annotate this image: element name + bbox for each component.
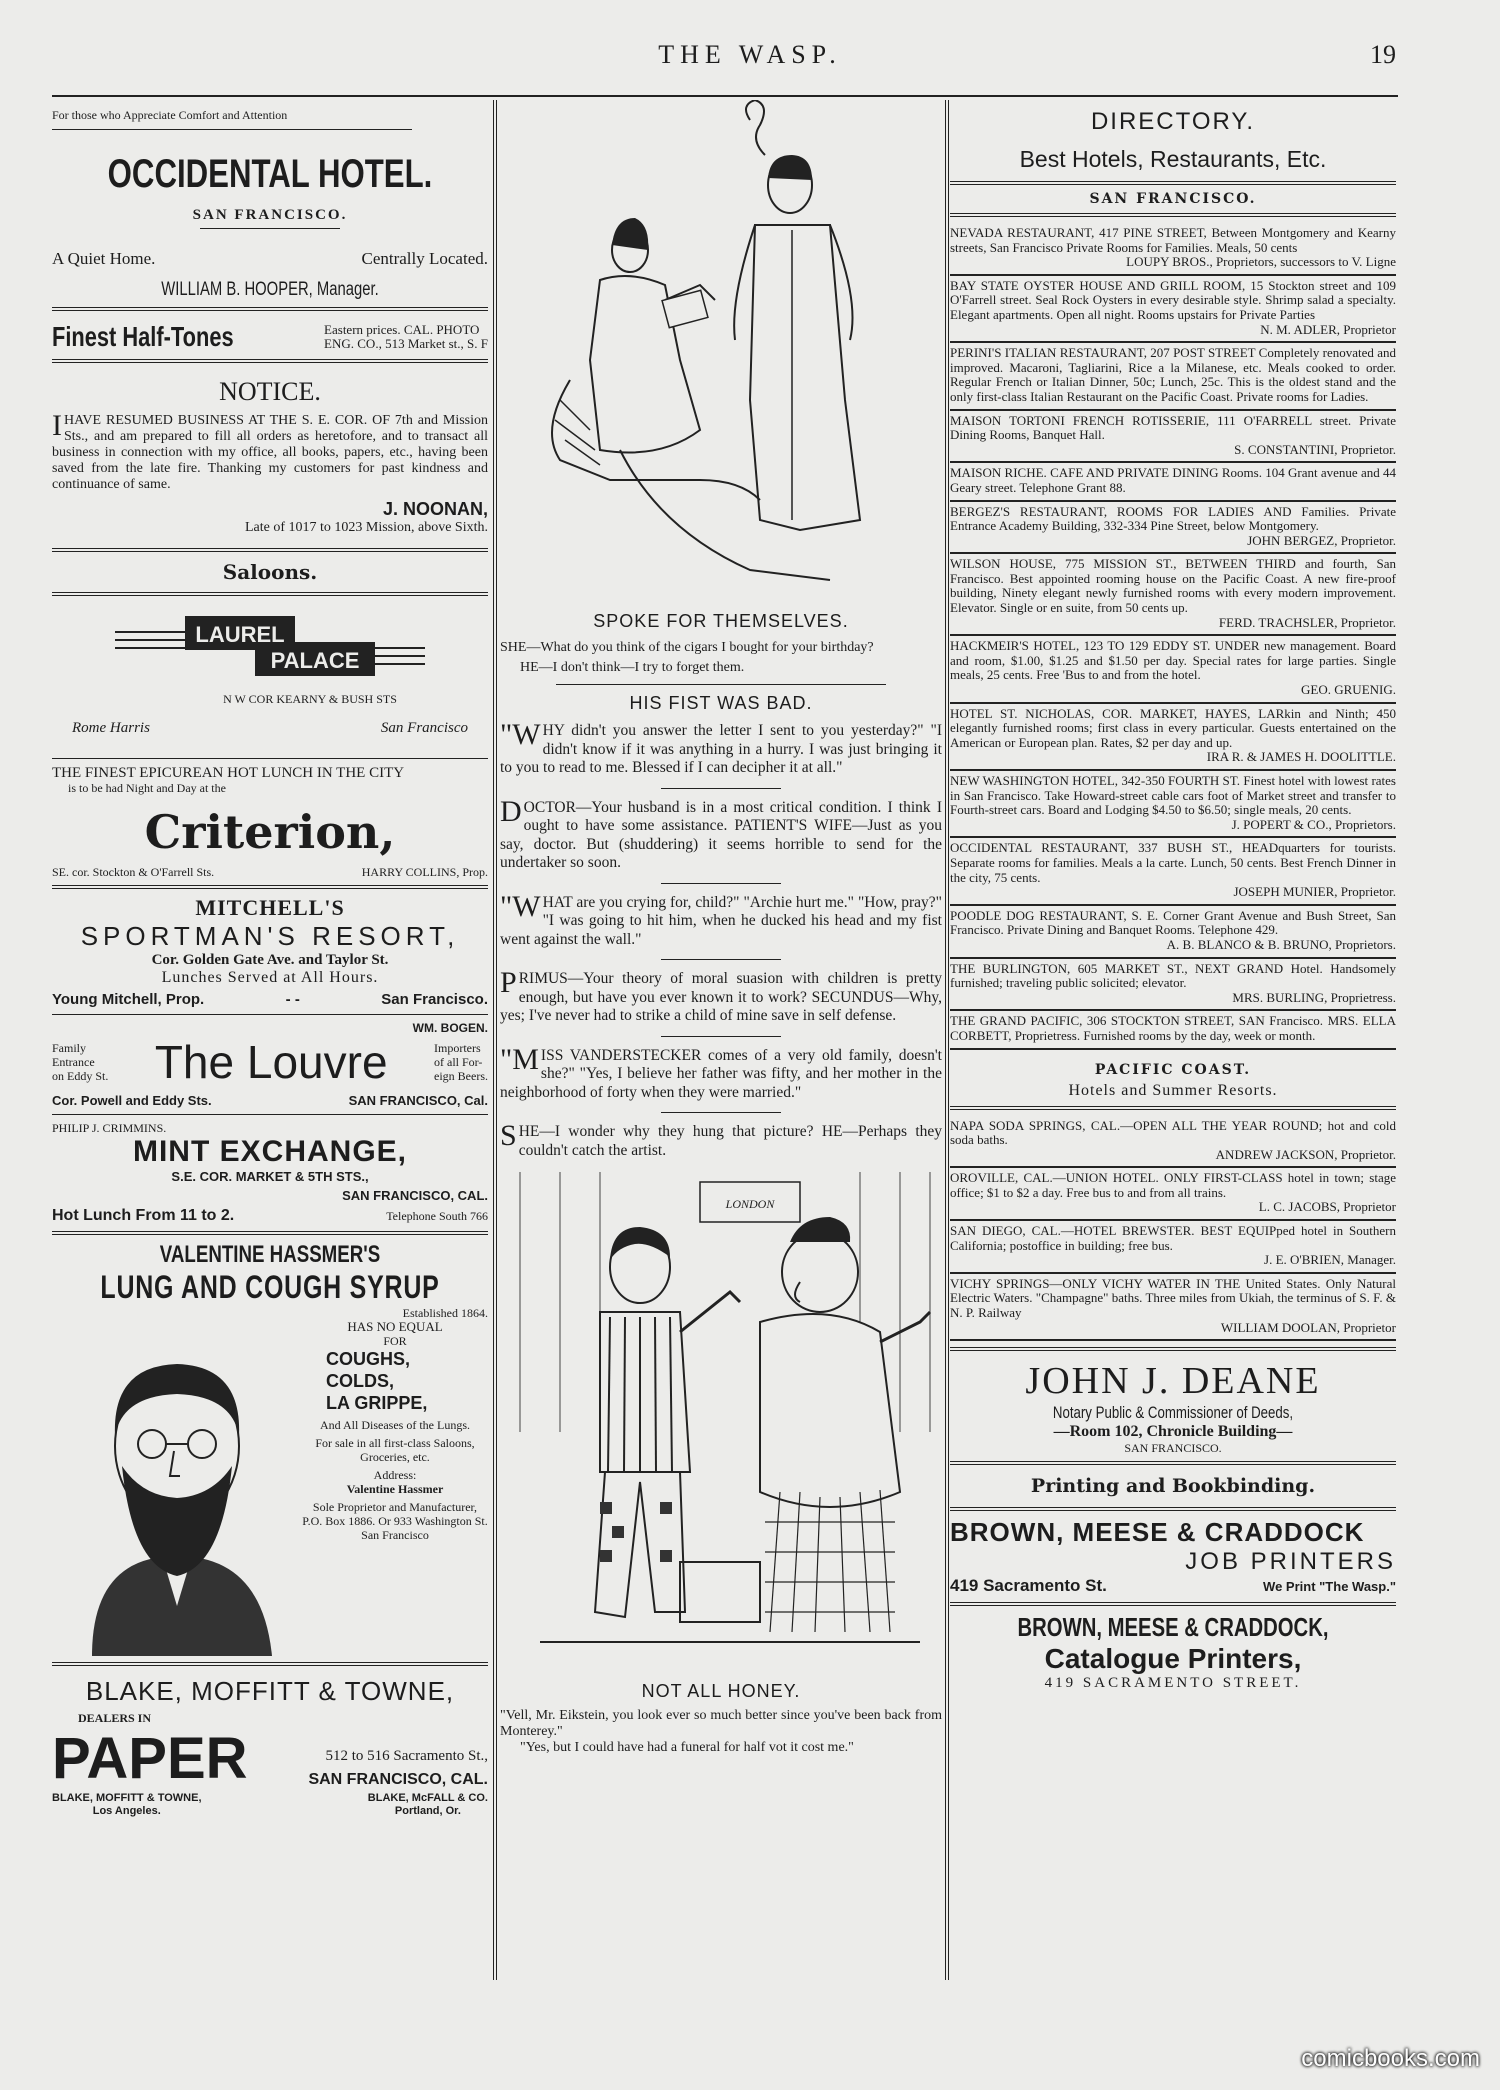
entry-text: VICHY SPRINGS—ONLY VICHY WATER IN THE United States. Only Natural Electric Waters. "Champagne" baths. Three miles from Ukiah, the terminus of S. F. & N. P. Railway bbox=[950, 1275, 1396, 1321]
notice-heading: NOTICE. bbox=[219, 377, 321, 406]
bmc-catalogue-ad bbox=[950, 1612, 1396, 1692]
laurel-signature: Rome Harris bbox=[72, 720, 150, 736]
entry-text: HACKMEIR'S HOTEL, 123 TO 129 EDDY ST. UNDER new management. Board and room, $1.00, $1.25 and $1.50 per day. Special rates for large parties. Single meals, 25 cents. Free 'Bus to and from the hotel. bbox=[950, 638, 1396, 683]
svg-text:LAUREL: LAUREL bbox=[195, 622, 285, 647]
hassmer-established: Established 1864. bbox=[402, 1306, 488, 1320]
blake-paper: PAPER bbox=[52, 1726, 248, 1791]
louvre-right2: of all For- bbox=[434, 1055, 483, 1069]
entry-proprietor: GEO. GRUENIG. bbox=[1301, 682, 1396, 698]
hassmer-proprietor: Sole Proprietor and Manufacturer, P.O. Box 1886. Or 933 Washington St. San Francisco bbox=[302, 1500, 488, 1542]
joke-vanderstecker: "MISS VANDERSTECKER comes of a very old family, doesn't she?" "Yes, I believe her father was fifty, and her mother in the neighborhood of forty when they were married." bbox=[500, 1042, 942, 1101]
entry-text: THE BURLINGTON, 605 MARKET ST., NEXT GRAND Hotel. Handsomely furnished; traveling public solicited; elevator. bbox=[950, 960, 1396, 991]
entry-proprietor: N. M. ADLER, Proprietor bbox=[1260, 321, 1396, 337]
directory-entry bbox=[950, 463, 1396, 501]
hassmer-colds: COLDS, bbox=[326, 1371, 395, 1391]
entry-text: MAISON RICHE. CAFE AND PRIVATE DINING Rooms. 104 Grant avenue and 44 Geary street. Telephone Grant 88. bbox=[950, 465, 1396, 495]
printing-heading: Printing and Bookbinding. bbox=[1030, 1475, 1316, 1498]
deane-ad bbox=[950, 1359, 1396, 1455]
cartoon1-caption: SPOKE FOR THEMSELVES. bbox=[593, 611, 849, 631]
directory-subtitle: Best Hotels, Restaurants, Etc. bbox=[1019, 146, 1327, 172]
joke-doctor: DOCTOR—Your husband is in a most critical condition. I think I ought to have some assistance. PATIENT'S WIFE—Just as you say, doctor. But (shuddering) it seems horrible to send for the undertaker so soon. bbox=[500, 794, 942, 871]
mitchell-lunches: Lunches Served at All Hours. bbox=[161, 969, 379, 986]
entry-proprietor: FERD. TRACHSLER, Proprietor. bbox=[1218, 614, 1396, 630]
blake-address: 512 to 516 Sacramento St., bbox=[325, 1748, 488, 1764]
mint-lunch: Hot Lunch From 11 to 2. bbox=[52, 1207, 235, 1224]
mitchell-name: MITCHELL'S bbox=[195, 895, 345, 920]
joke-letter: "WHY didn't you answer the letter I sent to you yesterday?" "I didn't know if it was anything in a hurry. I was just bringing it to you to read to me. Blessed if I can decipher it at all." bbox=[500, 718, 942, 776]
left-column bbox=[52, 100, 488, 1818]
criterion-lead2: is to be had Night and Day at the bbox=[68, 781, 226, 795]
directory-entry bbox=[950, 411, 1396, 464]
directory-entry bbox=[950, 223, 1396, 276]
hassmer-line2: LUNG AND COUGH SYRUP bbox=[100, 1269, 440, 1305]
entry-text: SAN DIEGO, CAL.—HOTEL BREWSTER. BEST EQUIPped hotel in Southern California; postoffice in building; free bus. bbox=[950, 1223, 1396, 1253]
hassmer-sale: For sale in all first-class Saloons, Groceries, etc. bbox=[315, 1436, 475, 1464]
entry-proprietor: WILLIAM DOOLAN, Proprietor bbox=[1220, 1319, 1396, 1335]
halftone-line2: ENG. CO., 513 Market st., S. F bbox=[324, 336, 488, 351]
entry-proprietor: MRS. BURLING, Proprietress. bbox=[1232, 989, 1396, 1005]
laurel-palace-logo bbox=[105, 602, 435, 692]
sf-directory-list bbox=[950, 223, 1396, 1050]
mint-owner: PHILIP J. CRIMMINS. bbox=[52, 1121, 167, 1135]
deane-title: Notary Public & Commissioner of Deeds, bbox=[1052, 1403, 1294, 1423]
entry-text: MAISON TORTONI FRENCH ROTISSERIE, 111 O'FARRELL street. Private Dining Rooms, Banquet Hall. bbox=[950, 412, 1396, 443]
entry-text: HOTEL ST. NICHOLAS, COR. MARKET, HAYES, LARkin and Ninth; 450 elegantly furnished rooms; first class in every particular. Guests entertained on the American or European plan. Rates, $2 per day and up. bbox=[950, 705, 1396, 750]
laurel-city: San Francisco bbox=[380, 720, 468, 736]
entry-proprietor: A. B. BLANCO & B. BRUNO, Proprietors. bbox=[1166, 936, 1396, 952]
criterion-name: Criterion, bbox=[144, 805, 396, 859]
directory-entry bbox=[950, 276, 1396, 343]
directory-entry bbox=[950, 838, 1396, 905]
directory-entry bbox=[950, 704, 1396, 771]
hassmer-no-equal: HAS NO EQUAL bbox=[347, 1319, 443, 1334]
cartoon-cigar-couple bbox=[500, 100, 942, 600]
mint-phone: Telephone South 766 bbox=[386, 1209, 488, 1223]
fist-heading: HIS FIST WAS BAD. bbox=[629, 693, 813, 713]
blake-city: SAN FRANCISCO, CAL. bbox=[308, 1771, 488, 1788]
directory-entry bbox=[950, 554, 1396, 636]
mint-address: S.E. COR. MARKET & 5TH STS., bbox=[171, 1169, 369, 1184]
page-number: 19 bbox=[1370, 40, 1396, 69]
occidental-prefix: For those who Appreciate Comfort and Attention bbox=[52, 108, 288, 122]
hassmer-portrait bbox=[52, 1326, 302, 1656]
directory-entry bbox=[950, 1221, 1396, 1274]
blake-ad bbox=[52, 1676, 488, 1818]
mitchell-dash: - - bbox=[285, 991, 300, 1008]
entry-text: NEW WASHINGTON HOTEL, 342-350 FOURTH ST. Finest hotel with lowest rates in San Francisco. Take Howard-street cable cars foot of Market street and transfer to Fourth-street cars. Board and Lodging $4.50 to $6.50; single meals, 20 cents. bbox=[950, 773, 1396, 818]
entry-proprietor: L. C. JACOBS, Proprietor bbox=[1258, 1199, 1396, 1215]
svg-text:PALACE: PALACE bbox=[270, 648, 360, 673]
bmc-job-address: 419 Sacramento St. bbox=[950, 1576, 1107, 1596]
svg-text:LONDON: LONDON bbox=[725, 1197, 775, 1211]
middle-column bbox=[500, 100, 942, 1756]
notice-address: Late of 1017 to 1023 Mission, above Sixth. bbox=[244, 520, 488, 535]
joke-picture: SHE—I wonder why they hung that picture? HE—Perhaps they couldn't catch the artist. bbox=[500, 1119, 942, 1159]
pacific-heading: PACIFIC COAST. bbox=[1094, 1061, 1252, 1078]
criterion-ad bbox=[52, 765, 488, 879]
directory-entry bbox=[950, 636, 1396, 703]
bmc-cat-address: 419 SACRAMENTO STREET. bbox=[1044, 1675, 1302, 1692]
hassmer-ad bbox=[52, 1241, 488, 1656]
cartoon2-dialog-1: "Vell, Mr. Eikstein, you look ever so much better since you've been back from Monterey." bbox=[500, 1708, 942, 1739]
joke-primus: PRIMUS—Your theory of moral suasion with children is pretty enough, but have you ever known it to work? SECUNDUS—Why, yes; I've never had to strike a child of mine save in self defense. bbox=[500, 966, 942, 1024]
hassmer-coughs: COUGHS, bbox=[326, 1349, 411, 1369]
directory-entry bbox=[950, 1011, 1396, 1049]
pacific-subtitle: Hotels and Summer Resorts. bbox=[1068, 1081, 1278, 1099]
louvre-name: The Louvre bbox=[154, 1036, 388, 1088]
laurel-address: N W COR KEARNY & BUSH STS bbox=[223, 692, 397, 706]
entry-text: THE GRAND PACIFIC, 306 STOCKTON STREET, SAN Francisco. MRS. ELLA CORBETT, Proprietress. Furnished rooms by the day, week or month. bbox=[950, 1013, 1396, 1043]
occidental-title: OCCIDENTAL HOTEL. bbox=[107, 152, 433, 196]
watermark: comicbooks.com bbox=[1301, 2045, 1480, 2072]
blake-pdx-firm: BLAKE, McFALL & CO. bbox=[367, 1792, 488, 1804]
louvre-right3: eign Beers. bbox=[434, 1069, 488, 1083]
entry-text: PERINI'S ITALIAN RESTAURANT, 207 POST STREET Completely renovated and improved. Macaroni, Tagliarini, Rice a la Milanese, etc. Meals cooked to order. Regular French or Italian Dinner, 50c; Lunch, 25c. This is the oldest stand and the only first-class Italian Restaurant on the Pacific Coast. Private rooms for Ladies. bbox=[950, 345, 1396, 404]
blake-la-city: Los Angeles. bbox=[92, 1805, 161, 1817]
entry-proprietor: LOUPY BROS., Proprietors, successors to V. Ligne bbox=[1126, 254, 1396, 270]
deane-name: JOHN J. DEANE bbox=[1025, 1360, 1321, 1403]
deane-city: SAN FRANCISCO. bbox=[1124, 1441, 1222, 1456]
bmc-job-name: BROWN, MEESE & CRADDOCK bbox=[950, 1517, 1365, 1548]
directory-entry bbox=[950, 906, 1396, 959]
mitchell-city: San Francisco. bbox=[381, 991, 488, 1008]
criterion-prop: HARRY COLLINS, Prop. bbox=[361, 865, 488, 879]
blake-pdx-city: Portland, Or. bbox=[394, 1805, 461, 1817]
bmc-cat-name: BROWN, MEESE & CRADDOCK, bbox=[1017, 1612, 1329, 1643]
centrally-located: Centrally Located. bbox=[361, 249, 488, 268]
occidental-city: SAN FRANCISCO. bbox=[192, 207, 348, 223]
halftone-title: Finest Half-Tones bbox=[52, 321, 234, 352]
hassmer-for: FOR bbox=[383, 1334, 407, 1348]
cartoon-not-all-honey bbox=[500, 1172, 942, 1672]
mitchell-prop: Young Mitchell, Prop. bbox=[52, 991, 205, 1008]
entry-text: NEVADA RESTAURANT, 417 PINE STREET, Between Montgomery and Kearny streets, San Francisco Private Rooms for Families. Meals, 50 cents bbox=[950, 225, 1396, 255]
occidental-manager: WILLIAM B. HOOPER, Manager. bbox=[161, 279, 379, 300]
directory-entry bbox=[950, 771, 1396, 838]
cartoon1-dialog-she: SHE—What do you think of the cigars I bought for your birthday? bbox=[500, 640, 874, 655]
entry-text: OCCIDENTAL RESTAURANT, 337 BUSH ST., HEADquarters for tourists. Separate rooms for families. Meals a la carte. Lunch, 50 cents. Best French Dinner in the city, 75 cents. bbox=[950, 840, 1396, 885]
entry-proprietor: S. CONSTANTINI, Proprietor. bbox=[1234, 441, 1396, 457]
cartoon2-caption: NOT ALL HONEY. bbox=[641, 1681, 801, 1701]
quiet-home: A Quiet Home. bbox=[52, 249, 156, 268]
entry-proprietor: IRA R. & JAMES H. DOOLITTLE. bbox=[1206, 749, 1396, 765]
mint-city: SAN FRANCISCO, CAL. bbox=[342, 1188, 488, 1203]
entry-proprietor: ANDREW JACKSON, Proprietor. bbox=[1215, 1146, 1396, 1162]
entry-proprietor: JOSEPH MUNIER, Proprietor. bbox=[1233, 884, 1396, 900]
louvre-owner: WM. BOGEN. bbox=[412, 1021, 488, 1035]
mint-exchange-ad bbox=[52, 1121, 488, 1225]
criterion-lead: THE FINEST EPICUREAN HOT LUNCH IN THE CITY bbox=[52, 765, 405, 781]
directory-entry bbox=[950, 1274, 1396, 1341]
louvre-left2: Entrance bbox=[52, 1055, 95, 1069]
bmc-cat-title: Catalogue Printers, bbox=[1044, 1643, 1302, 1675]
louvre-left1: Family bbox=[52, 1041, 87, 1055]
entry-text: BERGEZ'S RESTAURANT, ROOMS FOR LADIES AND Families. Private Entrance Academy Building, 332-334 Pine Street, below Montgomery. bbox=[950, 503, 1396, 534]
entry-text: NAPA SODA SPRINGS, CAL.—OPEN ALL THE YEAR ROUND; hot and cold soda baths. bbox=[950, 1117, 1396, 1148]
mitchell-address: Cor. Golden Gate Ave. and Taylor St. bbox=[151, 952, 389, 968]
hassmer-line1: VALENTINE HASSMER'S bbox=[159, 1241, 381, 1268]
column-divider-right bbox=[945, 100, 949, 1980]
occidental-tagline bbox=[52, 249, 488, 269]
entry-proprietor: J. E. O'BRIEN, Manager. bbox=[1264, 1252, 1396, 1268]
running-head: THE WASP. bbox=[658, 40, 842, 69]
hassmer-diseases: And All Diseases of the Lungs. bbox=[320, 1418, 470, 1432]
louvre-left3: on Eddy St. bbox=[52, 1069, 109, 1083]
entry-text: POODLE DOG RESTAURANT, S. E. Corner Grant Avenue and Bush Street, San Francisco. Private Dining and Banquet Rooms. Telephone 429. bbox=[950, 907, 1396, 938]
column-divider-left bbox=[493, 100, 497, 1980]
entry-proprietor: J. POPERT & CO., Proprietors. bbox=[1231, 816, 1396, 832]
directory-entry bbox=[950, 343, 1396, 410]
notice-body: IHAVE RESUMED BUSINESS AT THE S. E. COR. OF 7th and Mission Sts., and am prepared to fill all orders as heretofore, and to transact all business in connection with my office, all books, papers, etc., having been saved from the late fire. Thanking my customers for past kindness and continuance of same. bbox=[52, 409, 488, 492]
bmc-job-ad bbox=[950, 1517, 1396, 1596]
header-rule bbox=[52, 95, 1398, 97]
joke-crying: "WHAT are you crying for, child?" "Archie hurt me." "How, pray?" "I was going to hit him, when he ducked his head and my fist went against the wall." bbox=[500, 889, 942, 948]
blake-la-firm: BLAKE, MOFFITT & TOWNE, bbox=[52, 1792, 202, 1804]
mitchell-resort: SPORTMAN'S RESORT, bbox=[80, 921, 460, 951]
entry-proprietor: JOHN BERGEZ, Proprietor. bbox=[1247, 532, 1396, 548]
halftone-line1: Eastern prices. CAL. PHOTO bbox=[324, 322, 480, 337]
notice-signature: J. NOONAN, bbox=[382, 499, 488, 519]
entry-text: WILSON HOUSE, 775 MISSION ST., BETWEEN THIRD and fourth, San Francisco. Best appointed rooming house on the Pacific Coast. A new fire-proof building, Ninety elegant newly furnished rooms with every modern improvement. Elevator. Single or en suite, from 50 cents up. bbox=[950, 556, 1396, 616]
hassmer-address-name: Valentine Hassmer bbox=[346, 1482, 444, 1496]
pacific-directory-list bbox=[950, 1116, 1396, 1342]
laurel-palace-ad bbox=[52, 602, 488, 752]
louvre-addr-right: SAN FRANCISCO, Cal. bbox=[348, 1093, 488, 1108]
halftone-ad bbox=[52, 321, 488, 353]
entry-text: OROVILLE, CAL.—UNION HOTEL. ONLY FIRST-CLASS hotel in town; stage office; $1 to $2 a day. Free bus to and from all trains. bbox=[950, 1170, 1396, 1200]
directory-heading: DIRECTORY. bbox=[1090, 108, 1256, 135]
louvre-ad bbox=[52, 1021, 488, 1108]
entry-text: BAY STATE OYSTER HOUSE AND GRILL ROOM, 15 Stockton street and 109 O'Farrell street. Seal Rock Oysters in every desirable style. Shrimp salad a specialty. Elegant apartments. Open all night. Rooms upstairs for Private Parties bbox=[950, 277, 1396, 322]
bmc-we-print: We Print "The Wasp." bbox=[1263, 1579, 1396, 1595]
hassmer-address-label: Address: bbox=[373, 1468, 417, 1482]
directory-entry bbox=[950, 1116, 1396, 1169]
right-column bbox=[950, 100, 1396, 1692]
louvre-right1: Importers bbox=[434, 1041, 481, 1055]
directory-entry bbox=[950, 502, 1396, 555]
louvre-addr-left: Cor. Powell and Eddy Sts. bbox=[52, 1093, 212, 1108]
cartoon1-dialog-he: HE—I don't think—I try to forget them. bbox=[520, 660, 745, 675]
deane-room: —Room 102, Chronicle Building— bbox=[1053, 1423, 1293, 1441]
notice-ad bbox=[52, 377, 488, 536]
occidental-ad bbox=[52, 100, 488, 301]
criterion-address: SE. cor. Stockton & O'Farrell Sts. bbox=[52, 865, 215, 879]
directory-entry bbox=[950, 959, 1396, 1012]
bmc-job-title: JOB PRINTERS bbox=[1185, 1548, 1396, 1576]
blake-dealers: DEALERS IN bbox=[78, 1711, 152, 1725]
saloons-heading: Saloons. bbox=[222, 560, 318, 584]
directory-entry bbox=[950, 1168, 1396, 1221]
mint-name: MINT EXCHANGE, bbox=[132, 1135, 407, 1168]
mitchell-ad bbox=[52, 895, 488, 1008]
sf-heading: SAN FRANCISCO. bbox=[1089, 191, 1257, 207]
blake-name: BLAKE, MOFFITT & TOWNE, bbox=[85, 1676, 455, 1706]
hassmer-grippe: LA GRIPPE, bbox=[326, 1393, 428, 1413]
cartoon2-dialog-2: "Yes, but I could have had a funeral for half vot it cost me." bbox=[520, 1740, 854, 1755]
